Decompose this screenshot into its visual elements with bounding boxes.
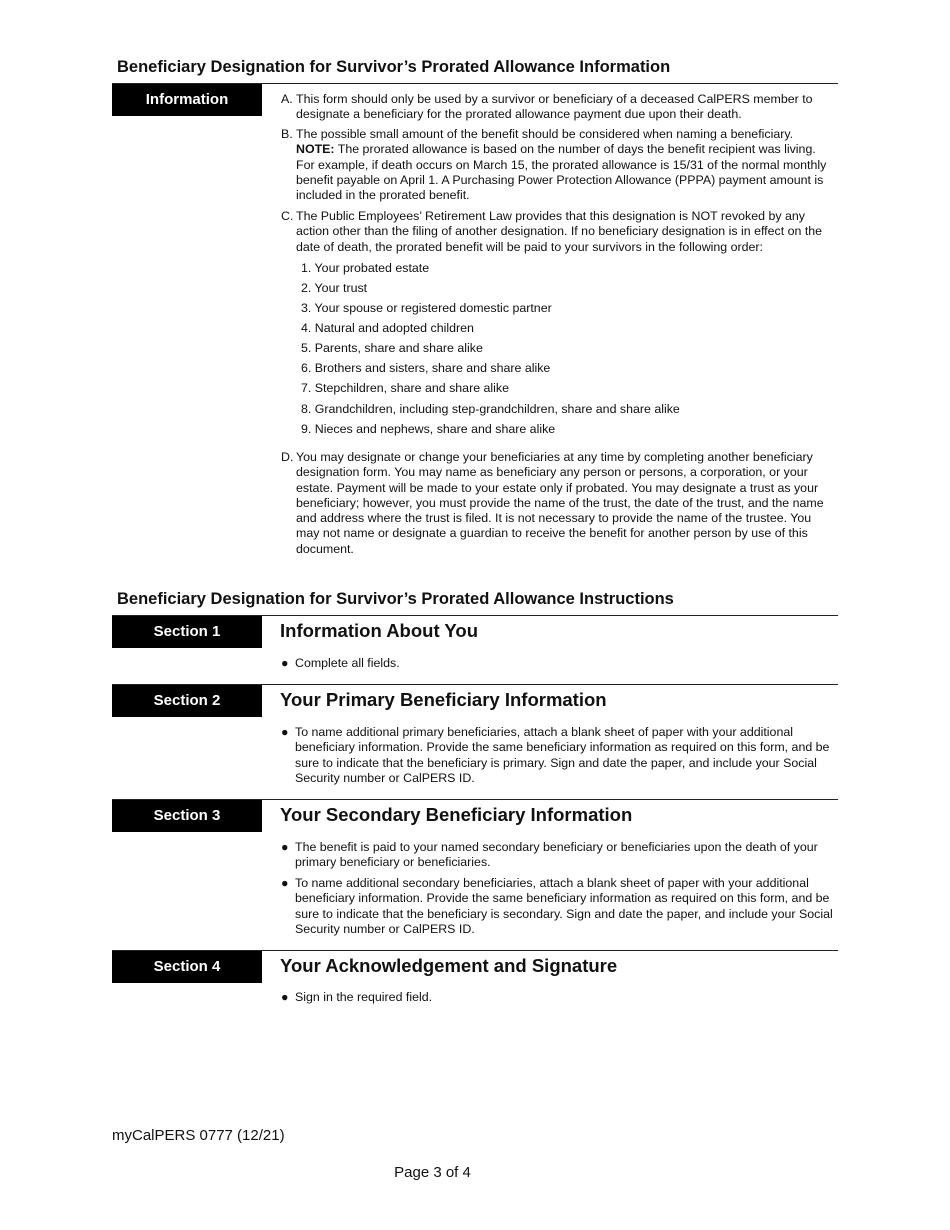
bullet-text: To name additional primary beneficiaries, attach a blank sheet of paper with your additional beneficiary information. Provide the same beneficiary information as required on this form, and be sure to indicate that the beneficiary is primary. Sign and date the paper, and include your Social Security number or CalPERS ID. <box>295 725 830 785</box>
survivor-order-item: 8. Grandchildren, including step-grandchildren, share and share alike <box>301 402 680 416</box>
paragraph-text: The Public Employees’ Retirement Law provides that this designation is NOT revoked by any action other than the filing of another designation. If no beneficiary designation is in effect on the date of death, the prorated benefit will be paid to your survivors in the following order: <box>296 209 823 254</box>
paragraph-text: This form should only be used by a survivor or beneficiary of a deceased CalPERS member to designate a beneficiary for the prorated allowance payment due upon their death. <box>296 92 813 122</box>
section-4-heading: Your Acknowledgement and Signature <box>280 955 618 976</box>
paragraph-letter: D. <box>281 450 294 464</box>
instructions-title: Beneficiary Designation for Survivor’s Prorated Allowance Instructions <box>117 590 674 608</box>
info-paragraph-a <box>281 92 829 123</box>
section-2-bullet <box>281 725 837 786</box>
information-title: Beneficiary Designation for Survivor’s Prorated Allowance Information <box>117 58 671 76</box>
section-2-heading: Your Primary Beneficiary Information <box>280 689 607 710</box>
section-3-heading: Your Secondary Beneficiary Information <box>280 804 633 825</box>
bullet-icon: ● <box>281 840 289 854</box>
note-text: The prorated allowance is based on the number of days the benefit recipient was living. For example, if death occurs on March 15, the prorated allowance is 15/31 of the normal monthly benefit payable on April 1. A Purchasing Power Protection Allowance (PPPA) payment amount is included in the prorated benefit. <box>296 142 827 203</box>
bullet-text: Complete all fields. <box>295 656 400 670</box>
bullet-text: The benefit is paid to your named secondary beneficiary or beneficiaries upon the death of your primary beneficiary or beneficiaries. <box>295 840 818 870</box>
paragraph-text-intro: The possible small amount of the benefit should be considered when naming a beneficiary. <box>296 127 794 141</box>
info-paragraph-b <box>281 127 829 203</box>
info-paragraph-c <box>281 209 829 255</box>
section-2-tag: Section 2 <box>112 685 262 717</box>
form-id: myCalPERS 0777 (12/21) <box>112 1127 285 1144</box>
paragraph-letter: B. <box>281 127 293 141</box>
bullet-icon: ● <box>281 876 289 890</box>
section-3-bullet <box>281 840 837 871</box>
page-number: Page 3 of 4 <box>394 1164 471 1181</box>
survivor-order-item: 9. Nieces and nephews, share and share alike <box>301 422 556 436</box>
paragraph-text: You may designate or change your beneficiaries at any time by completing another beneficiary designation form. You may name as beneficiary any person or persons, a corporation, or your estate. Payment will be made to your estate only if probated. You may designate a trust as your beneficiary; however, you must provide the name of the trust, the date of the trust, and the name and address where the trust is filed. It is not necessary to provide the name of the trustee. You may not name or designate a guardian to receive the benefit for another person by use of this document. <box>296 450 824 556</box>
paragraph-letter: C. <box>281 209 294 223</box>
survivor-order-item: 4. Natural and adopted children <box>301 321 474 335</box>
section-1-bullet <box>281 656 837 671</box>
survivor-order-item: 3. Your spouse or registered domestic partner <box>301 301 552 315</box>
bullet-text: Sign in the required field. <box>295 990 433 1004</box>
paragraph-letter: A. <box>281 92 293 106</box>
section-4-tag: Section 4 <box>112 951 262 983</box>
information-tag: Information <box>112 84 262 116</box>
section-3-tag: Section 3 <box>112 800 262 832</box>
bullet-icon: ● <box>281 656 289 670</box>
section-3-bullet <box>281 876 837 937</box>
bullet-icon: ● <box>281 990 289 1004</box>
bullet-icon: ● <box>281 725 289 739</box>
paragraph-text <box>296 127 829 203</box>
bullet-text: To name additional secondary beneficiaries, attach a blank sheet of paper with your additional beneficiary information. Provide the same beneficiary information as required on this form, and be sure to indicate that the beneficiary is secondary. Sign and date the paper, and include your Social Security number or CalPERS ID. <box>295 876 833 936</box>
section-4-bullet <box>281 990 837 1005</box>
info-paragraph-d <box>281 450 829 557</box>
survivor-order-item: 5. Parents, share and share alike <box>301 341 483 355</box>
survivor-order-item: 7. Stepchildren, share and share alike <box>301 381 510 395</box>
section-1-tag: Section 1 <box>112 616 262 648</box>
section-1-heading: Information About You <box>280 620 478 641</box>
survivor-order-item: 6. Brothers and sisters, share and share alike <box>301 361 551 375</box>
survivor-order-item: 1. Your probated estate <box>301 261 430 275</box>
note-label: NOTE: <box>296 142 335 157</box>
survivor-order-item: 2. Your trust <box>301 281 368 295</box>
